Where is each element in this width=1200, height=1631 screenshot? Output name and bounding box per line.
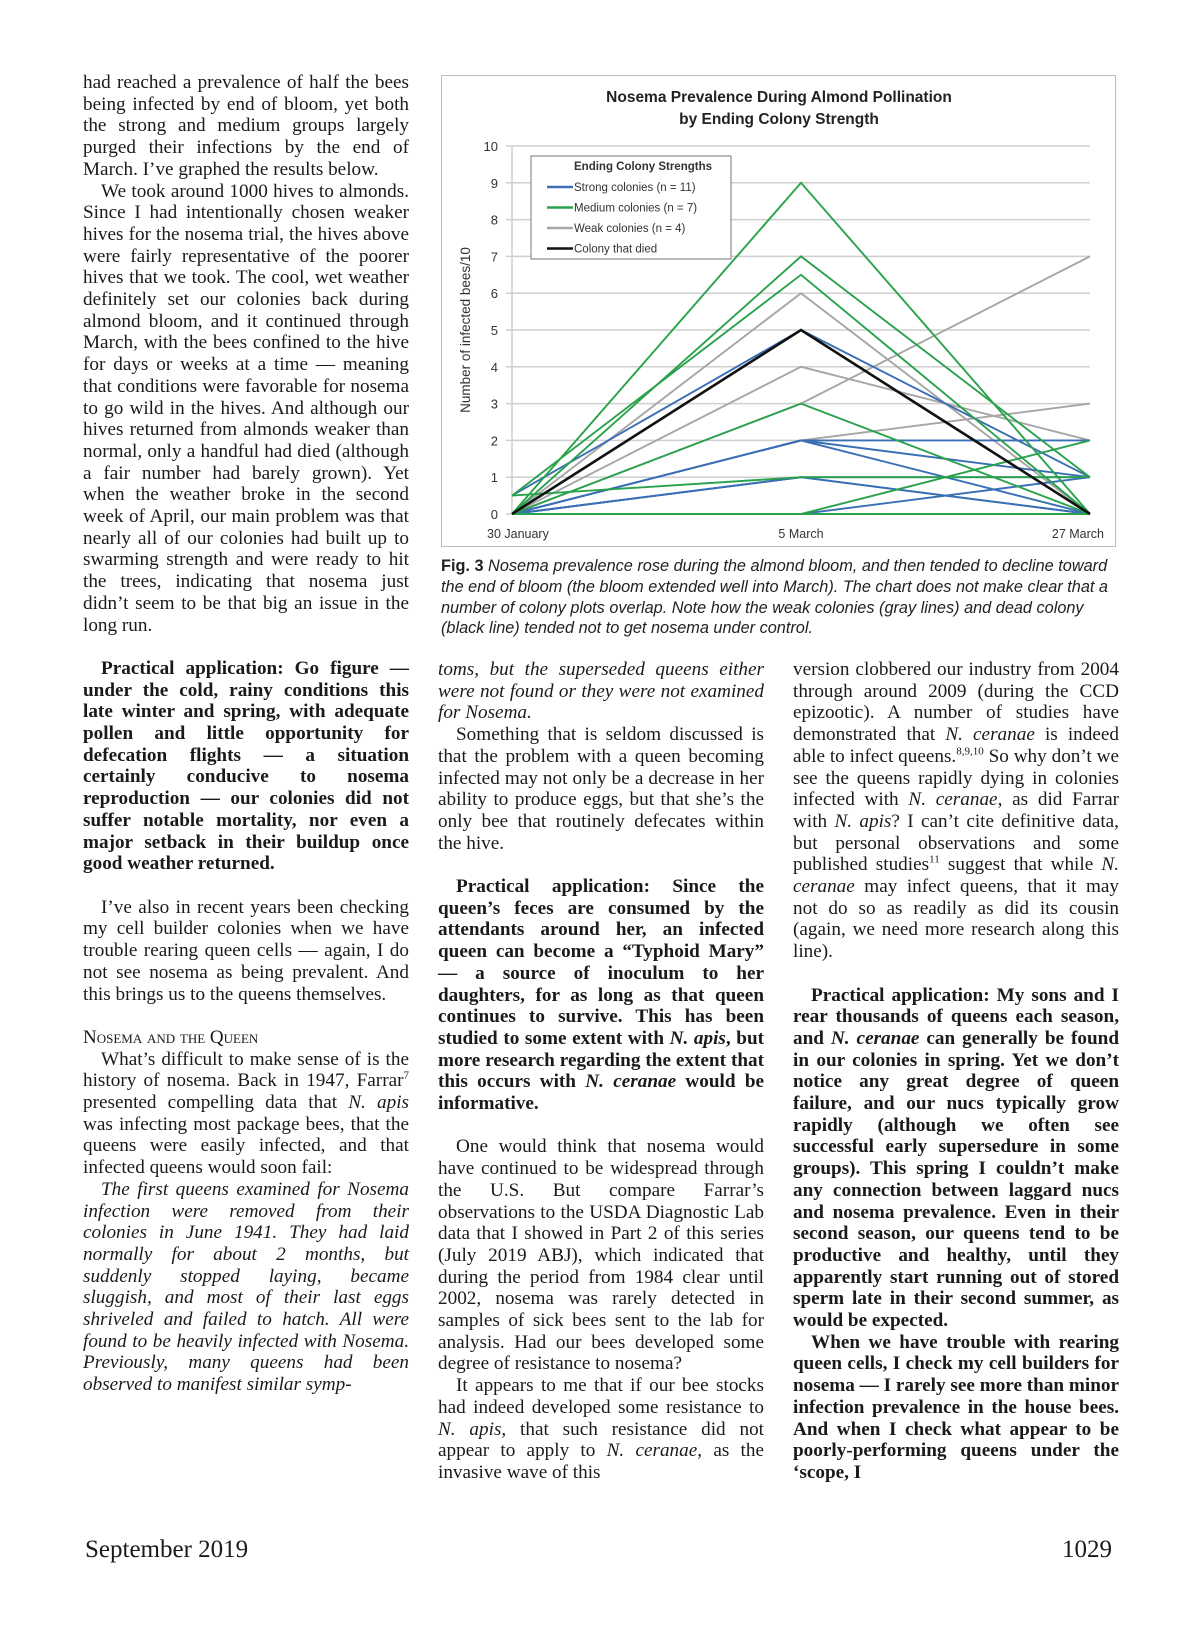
column-1	[83, 72, 409, 1396]
y-tick-label: 10	[483, 139, 498, 154]
series-line-strong	[512, 477, 1090, 514]
text: Practical application: My sons and I rear thousands of queens each season, and	[793, 984, 1119, 1049]
text: I’ve also in recent years been checking my cell builder colonies when we have trouble rearing queen cells — again, I do not see nosema as being prevalent. And this brings us to the queens themselves.	[83, 896, 409, 1005]
block-quote	[438, 659, 764, 724]
footer-date: September 2019	[85, 1536, 249, 1563]
block-quote	[83, 1179, 409, 1396]
paragraph	[793, 1332, 1119, 1484]
series-line-strong	[512, 477, 1090, 514]
y-tick-label: 8	[490, 212, 498, 228]
paragraph	[83, 72, 409, 181]
x-tick-label: 30 January	[487, 527, 549, 541]
italic-text: N. ceranae	[908, 789, 998, 811]
y-axis-label: Number of infected bees/10	[458, 247, 473, 413]
italic-text: N. ceranae	[606, 1440, 698, 1462]
y-tick-label: 3	[490, 396, 498, 412]
text: So why don’t we see the queens rapidly dying in colonies infected with	[793, 745, 1119, 811]
y-tick-label: 7	[490, 249, 498, 265]
text: suggest that while	[939, 854, 1102, 876]
italic-text: N. ceranae	[830, 1027, 920, 1049]
italic-text: N. apis	[348, 1092, 409, 1113]
column-2	[438, 659, 764, 1484]
series-line-medium	[512, 256, 1090, 514]
series-line-weak	[512, 256, 1090, 514]
legend-label: Colony that died	[574, 243, 658, 256]
footnote-ref: 11	[929, 853, 940, 866]
text: , but more research regarding the extent that this occurs with	[438, 1027, 765, 1093]
text: What’s difficult to make sense of is the history of nosema. Back in 1947, Farrar	[83, 1048, 409, 1092]
text: was infecting most package bees, that the queens were easily infected, and that infected queens would soon fail:	[83, 1113, 409, 1179]
text: version clobbered our industry from 2004 through around 2009 (during the CCD epizootic). A number of studies have demonstrated that	[793, 659, 1119, 746]
italic-text: N. ceranae	[793, 854, 1120, 898]
text: When we have trouble with rearing queen cells, I check my cell builders for nosema — I rarely see more than minor infection prevalence in the house bees. And when I check what appear to be poorly-performing queens under the ‘scope, I	[793, 1331, 1119, 1483]
text: One would think that nosema would have continued to be widespread through the U.S. But compare Farrar’s observations to the USDA Diagnostic Lab data that I showed in Part 2 of this series (July 2019 ABJ), which indicated that during the period from 1984 clear until 2002, nosema was rarely detected in samples of sick bees sent to the lab for analysis. Had our bees developed some degree of resistance to nosema?	[438, 1136, 764, 1375]
column-3	[793, 659, 1119, 1484]
italic-text: N. apis	[438, 1418, 502, 1440]
text: , that such resistance did not appear to apply to	[438, 1418, 764, 1462]
text: can generally be found in our colonies in spring. Yet we don’t notice any great degree of queen failure, and our nucs typically grow rapidly (although we often see successful early supersedure in some groups). This spring I couldn’t make any connection between laggard nucs and nosema prevalence. Even in their second season, our queens tend to be productive and healthy, until they apparently start running out of stored sperm late in their second summer, as would be expected.	[793, 1027, 1119, 1332]
text: , as the invasive wave of this	[438, 1440, 764, 1483]
legend-label: Medium colonies (n = 7)	[574, 202, 698, 215]
text: may infect queens, that it may not do so as readily as did its cousin (again, we need more research along this line).	[793, 876, 1119, 963]
text: is indeed able to infect queens.	[793, 724, 1119, 767]
footnote-ref: 7	[403, 1069, 409, 1082]
chart-subtitle: by Ending Colony Strength	[679, 111, 879, 128]
paragraph	[83, 1049, 409, 1179]
y-tick-label: 9	[490, 175, 498, 191]
italic-text: N. apis	[834, 810, 892, 832]
text: presented compelling data that	[83, 1092, 349, 1113]
paragraph	[438, 1375, 764, 1484]
italic-text: toms, but the superseded queens either were not found or they were not examined for Nosema.	[438, 659, 764, 724]
legend-label: Weak colonies (n = 4)	[574, 223, 686, 235]
italic-text: N. apis	[669, 1027, 726, 1049]
chart-svg	[442, 76, 1115, 546]
figure-caption	[441, 556, 1121, 639]
paragraph	[83, 897, 409, 1006]
series-line-strong	[512, 477, 1090, 514]
text: , as did Farrar with	[793, 789, 1119, 832]
page-number: 1029	[1062, 1536, 1112, 1563]
caption-text: Nosema prevalence rose during the almond bloom, and then tended to decline toward the end of bloom (the bloom extended well into March). The chart does not make clear that a number of colony plots overlap. Note how the weak colonies (gray lines) and dead colony (black line) tended not to get nosema under control.	[441, 557, 1108, 638]
series-line-strong	[512, 330, 1090, 514]
text: Practical application: Since the queen’s feces are consumed by the attendants around her, an infected queen can become a “Typhoid Mary” — a source of inoculum to her daughters, for as long as that queen continues to survive. This has been studied to some extent with	[438, 876, 764, 1049]
text: Something that is seldom discussed is that the problem with a queen becoming infected may not only be a decrease in her ability to produce eggs, but that she’s the only bee that routinely defecates within the hive.	[438, 724, 764, 854]
paragraph	[793, 659, 1119, 963]
legend-title: Ending Colony Strengths	[574, 161, 712, 173]
y-tick-label: 4	[490, 359, 498, 375]
practical-application	[83, 658, 409, 875]
paragraph	[83, 181, 409, 637]
figure-label: Fig. 3	[441, 557, 484, 575]
y-tick-label: 5	[490, 323, 498, 338]
x-tick-label: 27 March	[1051, 527, 1104, 541]
paragraph	[438, 1136, 764, 1375]
section-heading: Nosema and the Queen	[83, 1026, 259, 1048]
text: It appears to me that if our bee stocks had indeed developed some resistance to	[438, 1375, 764, 1418]
legend-label: Strong colonies (n = 11)	[574, 182, 696, 194]
chart-title: Nosema Prevalence During Almond Pollination	[606, 89, 952, 106]
y-tick-label: 0	[490, 507, 498, 522]
footnote-ref: 8,9,10	[956, 745, 984, 758]
italic-text: N. ceranae	[585, 1071, 677, 1093]
text: Practical application: Go figure — under the cold, rainy conditions this late winter and spring, with adequate pollen and little opportunity for defecation flights — a situation certainly conducive to nosema reproduction — our colonies did not suffer notable mortality, nor even a major setback in their buildup once good weather returned.	[83, 657, 409, 875]
y-tick-label: 6	[490, 286, 498, 302]
series-line-strong	[512, 477, 1090, 514]
text: would be informative.	[438, 1071, 765, 1115]
paragraph	[438, 724, 764, 854]
text: ? I can’t cite definitive data, but personal observations and some published studies	[793, 810, 1119, 876]
practical-application	[793, 985, 1119, 1332]
practical-application	[438, 876, 764, 1115]
italic-text: N. ceranae	[945, 724, 1035, 746]
chart	[441, 75, 1116, 547]
series-line-colony	[512, 330, 1090, 514]
text: had reached a prevalence of half the bees being infected by end of bloom, yet both the strong and medium groups largely purged their infections by the end of March. I’ve graphed the results below.	[83, 72, 409, 180]
x-tick-label: 5 March	[778, 527, 824, 541]
text: We took around 1000 hives to almonds. Since I had intentionally chosen weaker hives for the nosema trial, the hives above were fairly representative of the poorer hives that we took. The cool, wet weather definitely set our colonies back during almond bloom, and it continued through March, with the bees confined to the hive for days or weeks at a time — meaning that conditions were favorable for nosema to go wild in the hives. And although our hives returned from almonds weaker than normal, only a handful had died (although a fair number had barely grown). Yet when the weather broke in the second week of April, our main problem was that nearly all of our colonies had built up to swarming strength and were ready to hit the trees, indicating that nosema just didn’t seem to be that big an issue in the long run.	[83, 180, 409, 636]
italic-text: The first queens examined for Nosema infection were removed from their colonies in June 1941. They had laid normally for about 2 months, but suddenly stopped laying, became sluggish, and most of their last eggs shriveled and failed to hatch. All were found to be heavily infected with Nosema. Previously, many queens had been observed to manifest similar symp-	[83, 1178, 409, 1396]
y-tick-label: 2	[490, 433, 498, 449]
y-tick-label: 1	[490, 470, 498, 486]
